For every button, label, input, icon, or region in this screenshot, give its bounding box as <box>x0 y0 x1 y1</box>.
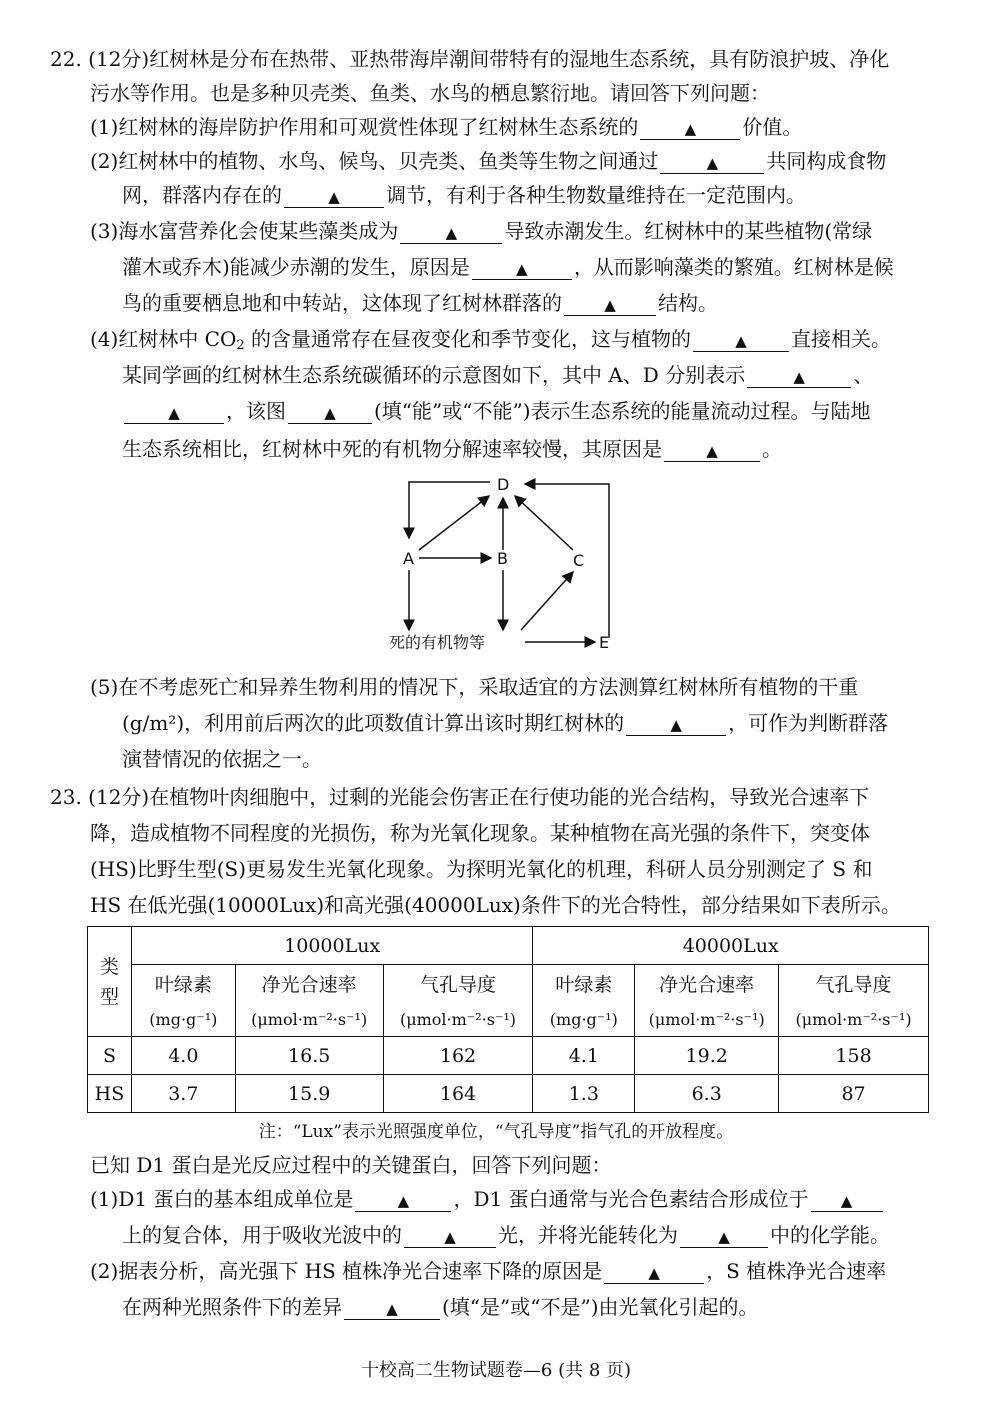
answer-blank[interactable]: ▲ <box>626 713 726 736</box>
cell: 158 <box>779 1037 929 1075</box>
answer-blank[interactable]: ▲ <box>284 185 384 208</box>
q22-part4-line4: 生态系统相比，红树林中死的有机物分解速率较慢，其原因是 ▲ 。 <box>122 437 782 461</box>
node-C: C <box>573 551 585 570</box>
photosynthesis-table <box>87 926 929 1113</box>
answer-blank[interactable]: ▲ <box>693 329 789 352</box>
answer-blank[interactable]: ▲ <box>472 257 572 280</box>
q23-stem-line1: 23. (12分)在植物叶肉细胞中，过剩的光能会伤害正在行使功能的光合结构，导致光合速率下 <box>50 785 870 809</box>
q22-part3-line3: 鸟的重要栖息地和中转站，这体现了红树林群落的 ▲ 结构。 <box>122 291 718 315</box>
q22-part5-line1: (5)在不考虑死亡和异养生物利用的情况下，采取适宜的方法测算红树林所有植物的干重 <box>90 675 859 699</box>
page-footer: 十校高二生物试题卷—6 (共 8 页) <box>360 1360 632 1381</box>
col-chlorophyll: 叶绿素 <box>533 965 635 1003</box>
cell: 6.3 <box>635 1075 779 1113</box>
q23-stem-line2: 降，造成植物不同程度的光损伤，称为光氧化现象。某种植物在高光强的条件下，突变体 <box>90 821 870 845</box>
answer-blank[interactable]: ▲ <box>747 365 851 388</box>
row-type: HS <box>88 1075 132 1113</box>
cell: 1.3 <box>533 1075 635 1113</box>
answer-blank[interactable]: ▲ <box>664 439 760 462</box>
q23-part2-line2: 在两种光照条件下的差异 ▲ (填“是”或“不是”)由光氧化引起的。 <box>122 1295 759 1319</box>
q23-stem-line3: (HS)比野生型(S)更易发生光氧化现象。为探明光氧化的机理，科研人员分别测定了 S 和 <box>90 857 873 881</box>
cell: 4.0 <box>131 1037 235 1075</box>
col-net-rate: 净光合速率 <box>635 965 779 1003</box>
q22-part3-line2: 灌木或乔木)能减少赤潮的发生，原因是 ▲ ，从而影响藻类的繁殖。红树林是候 <box>122 255 894 279</box>
col-stomatal: 气孔导度 <box>779 965 929 1003</box>
q23-known: 已知 D1 蛋白是光反应过程中的关键蛋白，回答下列问题： <box>90 1153 612 1177</box>
node-E: E <box>599 633 610 652</box>
q23-part2-line1: (2)据表分析，高光强下 HS 植株净光合速率下降的原因是 ▲ ，S 植株净光合速率 <box>90 1259 887 1283</box>
q22-part2-line2: 网，群落内存在的 ▲ 调节，有利于各种生物数量维持在一定范围内。 <box>122 183 806 207</box>
unit-stomatal: (μmol·m⁻²·s⁻¹) <box>779 1002 929 1037</box>
q23-part1-line1: (1)D1 蛋白的基本组成单位是 ▲ ，D1 蛋白通常与光合色素结合形成位于 ▲ <box>90 1186 885 1212</box>
node-D: D <box>497 475 510 494</box>
answer-blank[interactable]: ▲ <box>124 401 224 424</box>
group-high-light: 40000Lux <box>533 927 929 965</box>
node-A: A <box>403 549 414 568</box>
q22-part4-line1: (4)红树林中 $CO_2$ 的含量通常存在昼夜变化和季节变化，这与植物的 ▲ 直接相关。 <box>90 327 892 353</box>
q22-part5-line2: (g/m²)，利用前后两次的此项数值计算出该时期红树林的 ▲ ，可作为判断群落 <box>122 711 889 735</box>
unit-net-rate: (μmol·m⁻²·s⁻¹) <box>635 1002 779 1037</box>
answer-blank[interactable]: ▲ <box>288 401 372 424</box>
carbon-cycle-diagram <box>385 470 645 660</box>
answer-blank[interactable]: ▲ <box>564 293 656 316</box>
answer-blank[interactable]: ▲ <box>680 1225 768 1248</box>
cell: 16.5 <box>235 1037 383 1075</box>
q22-part5-line3: 演替情况的依据之一。 <box>122 747 322 771</box>
col-stomatal: 气孔导度 <box>383 965 533 1003</box>
table-note: 注：“Lux”表示光照强度单位，“气孔导度”指气孔的开放程度。 <box>258 1122 734 1142</box>
q22-part2-line1: (2)红树林中的植物、水鸟、候鸟、贝壳类、鱼类等生物之间通过 ▲ 共同构成食物 <box>90 149 887 173</box>
type-header: 类 型 <box>88 927 132 1037</box>
cell: 3.7 <box>131 1075 235 1113</box>
table-row <box>88 1075 929 1113</box>
cell: 4.1 <box>533 1037 635 1075</box>
cell: 164 <box>383 1075 533 1113</box>
row-type: S <box>88 1037 132 1075</box>
answer-blank[interactable]: ▲ <box>400 221 502 244</box>
answer-blank[interactable]: ▲ <box>604 1261 704 1284</box>
unit-stomatal: (μmol·m⁻²·s⁻¹) <box>383 1002 533 1037</box>
q23-part1-line2: 上的复合体，用于吸收光波中的 ▲ 光，并将光能转化为 ▲ 中的化学能。 <box>122 1223 890 1247</box>
q22-stem-line2: 污水等作用。也是多种贝壳类、鱼类、水鸟的栖息繁衍地。请回答下列问题： <box>90 81 770 105</box>
unit-net-rate: (μmol·m⁻²·s⁻¹) <box>235 1002 383 1037</box>
col-net-rate: 净光合速率 <box>235 965 383 1003</box>
q22-part4-line2: 某同学画的红树林生态系统碳循环的示意图如下，其中 A、D 分别表示 ▲ 、 <box>122 363 874 387</box>
answer-blank[interactable]: ▲ <box>640 117 740 140</box>
col-chlorophyll: 叶绿素 <box>131 965 235 1003</box>
group-low-light: 10000Lux <box>131 927 533 965</box>
cell: 162 <box>383 1037 533 1075</box>
answer-blank[interactable]: ▲ <box>660 151 764 174</box>
cell: 19.2 <box>635 1037 779 1075</box>
q22-part3-line1: (3)海水富营养化会使某些藻类成为 ▲ 导致赤潮发生。红树林中的某些植物(常绿 <box>90 219 873 243</box>
q22-part4-line3: ▲ ，该图 ▲ (填“能”或“不能”)表示生态系统的能量流动过程。与陆地 <box>122 398 871 424</box>
answer-blank[interactable]: ▲ <box>355 1189 451 1212</box>
q23-stem-line4: HS 在低光强(10000Lux)和高光强(40000Lux)条件下的光合特性，部分结果如下表所示。 <box>90 893 901 917</box>
answer-blank[interactable]: ▲ <box>811 1189 883 1212</box>
q22-stem-line1: 22. (12分)红树林是分布在热带、亚热带海岸潮间带特有的湿地生态系统，具有防浪护坡、净化 <box>50 47 890 71</box>
table-row <box>88 1037 929 1075</box>
node-dead-organic-matter: 死的有机物等 <box>389 633 486 652</box>
answer-blank[interactable]: ▲ <box>404 1225 496 1248</box>
cell: 15.9 <box>235 1075 383 1113</box>
cell: 87 <box>779 1075 929 1113</box>
node-B: B <box>497 549 508 568</box>
answer-blank[interactable]: ▲ <box>344 1297 440 1320</box>
q22-part1: (1)红树林的海岸防护作用和可观赏性体现了红树林生态系统的 ▲ 价值。 <box>90 115 803 139</box>
unit-chlorophyll: (mg·g⁻¹) <box>533 1002 635 1037</box>
unit-chlorophyll: (mg·g⁻¹) <box>131 1002 235 1037</box>
